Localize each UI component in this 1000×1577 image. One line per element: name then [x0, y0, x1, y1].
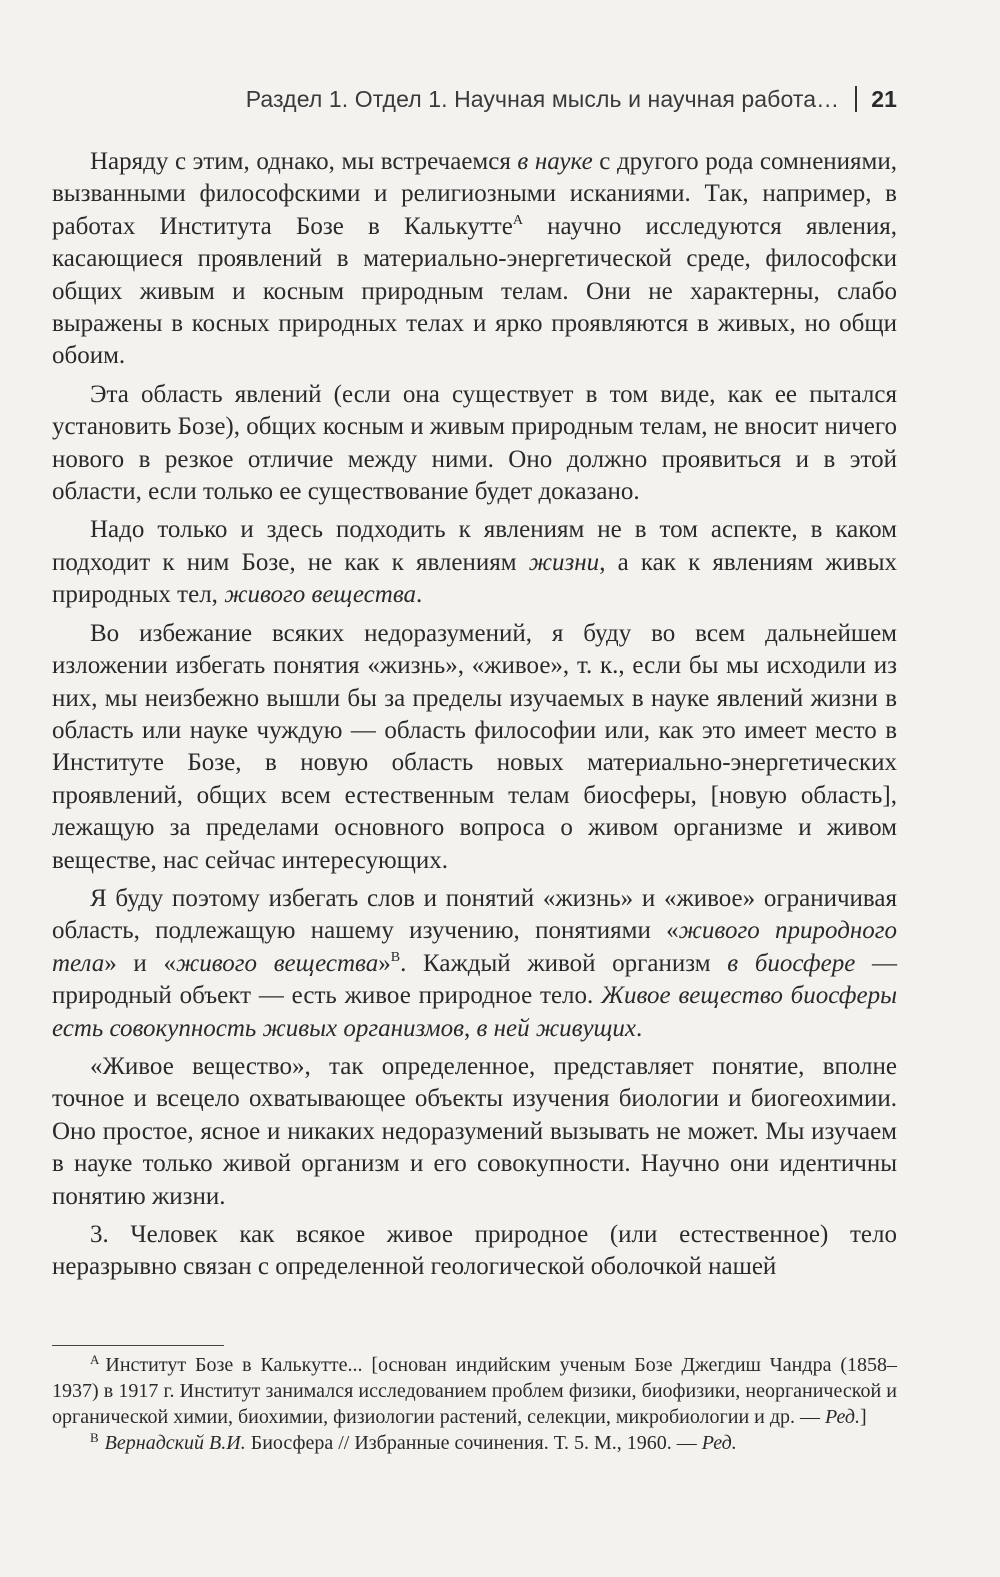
text-run: , а как к явлениям живых природных тел,: [52, 548, 897, 609]
footnote-a: [52, 1352, 897, 1430]
text-run: » и «: [104, 949, 176, 977]
italic-run: живого вещества: [175, 949, 379, 977]
text-run: ]: [860, 1406, 867, 1428]
footnote-text: Институт Бозе в Калькутте... [основан индийским ученым Бозе Джегдиш Чандра (1858–1937) в 1917 г. Институт занимался исследованием проблем физики, биофизики, неорганической и органической химии, биохимии, физиологии растений, селекции, микробиологии и др. —: [52, 1354, 897, 1428]
running-header: [52, 86, 897, 113]
footnote-mark: A: [90, 1352, 100, 1367]
footnote-ref-b: B: [390, 949, 401, 965]
header-separator: [855, 86, 857, 112]
italic-run: жизни: [528, 548, 600, 576]
italic-run: Живое вещество биосферы есть совокупность живых организмов: [52, 982, 897, 1042]
text-run: ,: [464, 1014, 477, 1042]
italic-run: живого вещества: [224, 581, 417, 609]
text-run: .: [636, 1014, 643, 1042]
paragraph-4: Во избежание всяких недоразумений, я буду во всем дальнейшем изложении избегать понятия «жизнь», «живое», т. к., если бы мы исходили из них, мы неизбежно вышли бы за пределы изучаемых в науке явлений жизни в область или науке чуждую — область философии или, как это имеет место в Институте Бозе, в новую область новых материально-энергетических проявлений, общих всем естественным телам биосферы, [новую область], лежащую за пределами основного вопроса о живом организме и живом веществе, нас сейчас интересующих.: [52, 619, 897, 874]
footnote-ref-a: A: [512, 212, 523, 228]
paragraph-2: Эта область явлений (если она существует в том виде, как ее пытался установить Бозе), общих косным и живым природным телам, не вносит ничего нового в резкое отличие между ними. Оно должно проявиться и в этой области, если только ее существование будет доказано.: [52, 380, 897, 506]
paragraph-1: [52, 146, 897, 373]
text-run: »: [378, 949, 391, 977]
italic-run: живого природного тела: [52, 917, 897, 977]
footnote-author: Вернадский В.И.: [104, 1432, 246, 1454]
text-run: Я буду поэтому избегать слов и понятий «жизнь» и «живое» ограничивая область, подлежащую нашему изучению, понятиями «: [52, 884, 897, 945]
text-run: .: [416, 581, 423, 609]
italic-run: в ней живущих: [476, 1014, 637, 1042]
text-run: Наряду с этим, однако, мы встречаемся: [90, 148, 518, 175]
page-number: 21: [871, 86, 897, 112]
italic-run: Ред.: [825, 1406, 861, 1428]
paragraph-6: «Живое вещество», так определенное, представляет понятие, вполне точное и всецело охватывающее объекты изучения биологии и биогеохимии. Оно простое, ясное и никаких недоразумений вызывать не может. Мы изучаем в науке только живой организм и его совокупности. Научно они идентичны понятию жизни.: [52, 1052, 897, 1210]
text-run: . Каждый живой организм: [400, 949, 728, 977]
footnote-mark: B: [90, 1430, 99, 1445]
text-run: Надо только и здесь подходить к явлениям не в том аспекте, в каком подходит к ним Бозе, не как к явлениям: [52, 516, 897, 576]
text-run: — природный объект — есть живое природное тело.: [52, 949, 898, 1010]
paragraph-7: 3. Человек как всякое живое природное (или естественное) тело неразрывно связан с определенной геологической оболочкой нашей: [52, 1221, 897, 1281]
text-run: с другого рода сомнениями, вызванными философскими и религиозными исканиями. Так, например, в работах Института Бозе в Калькутте: [52, 148, 897, 240]
main-text: [52, 146, 897, 1290]
italic-run: в биосфере: [727, 949, 856, 977]
paragraph-3: [52, 514, 897, 611]
italic-run: Ред.: [701, 1432, 737, 1454]
footnotes: [52, 1352, 897, 1456]
paragraph-5: [52, 883, 897, 1045]
running-title: Раздел 1. Отдел 1. Научная мысль и научная работа…: [245, 86, 840, 112]
italic-run: в науке: [517, 148, 593, 175]
footnote-b: [52, 1430, 897, 1456]
text-run: научно исследуются явления, касающиеся проявлений в материально-энергетической среде, философски общих живым и косным природным телам. Они не характерны, слабо выражены в косных природных телах и ярко проявляются в живых, но общи обоим.: [52, 212, 897, 370]
footnote-text: Биосфера // Избранные сочинения. Т. 5. М., 1960. —: [245, 1432, 702, 1454]
footnote-divider: [52, 1345, 224, 1346]
